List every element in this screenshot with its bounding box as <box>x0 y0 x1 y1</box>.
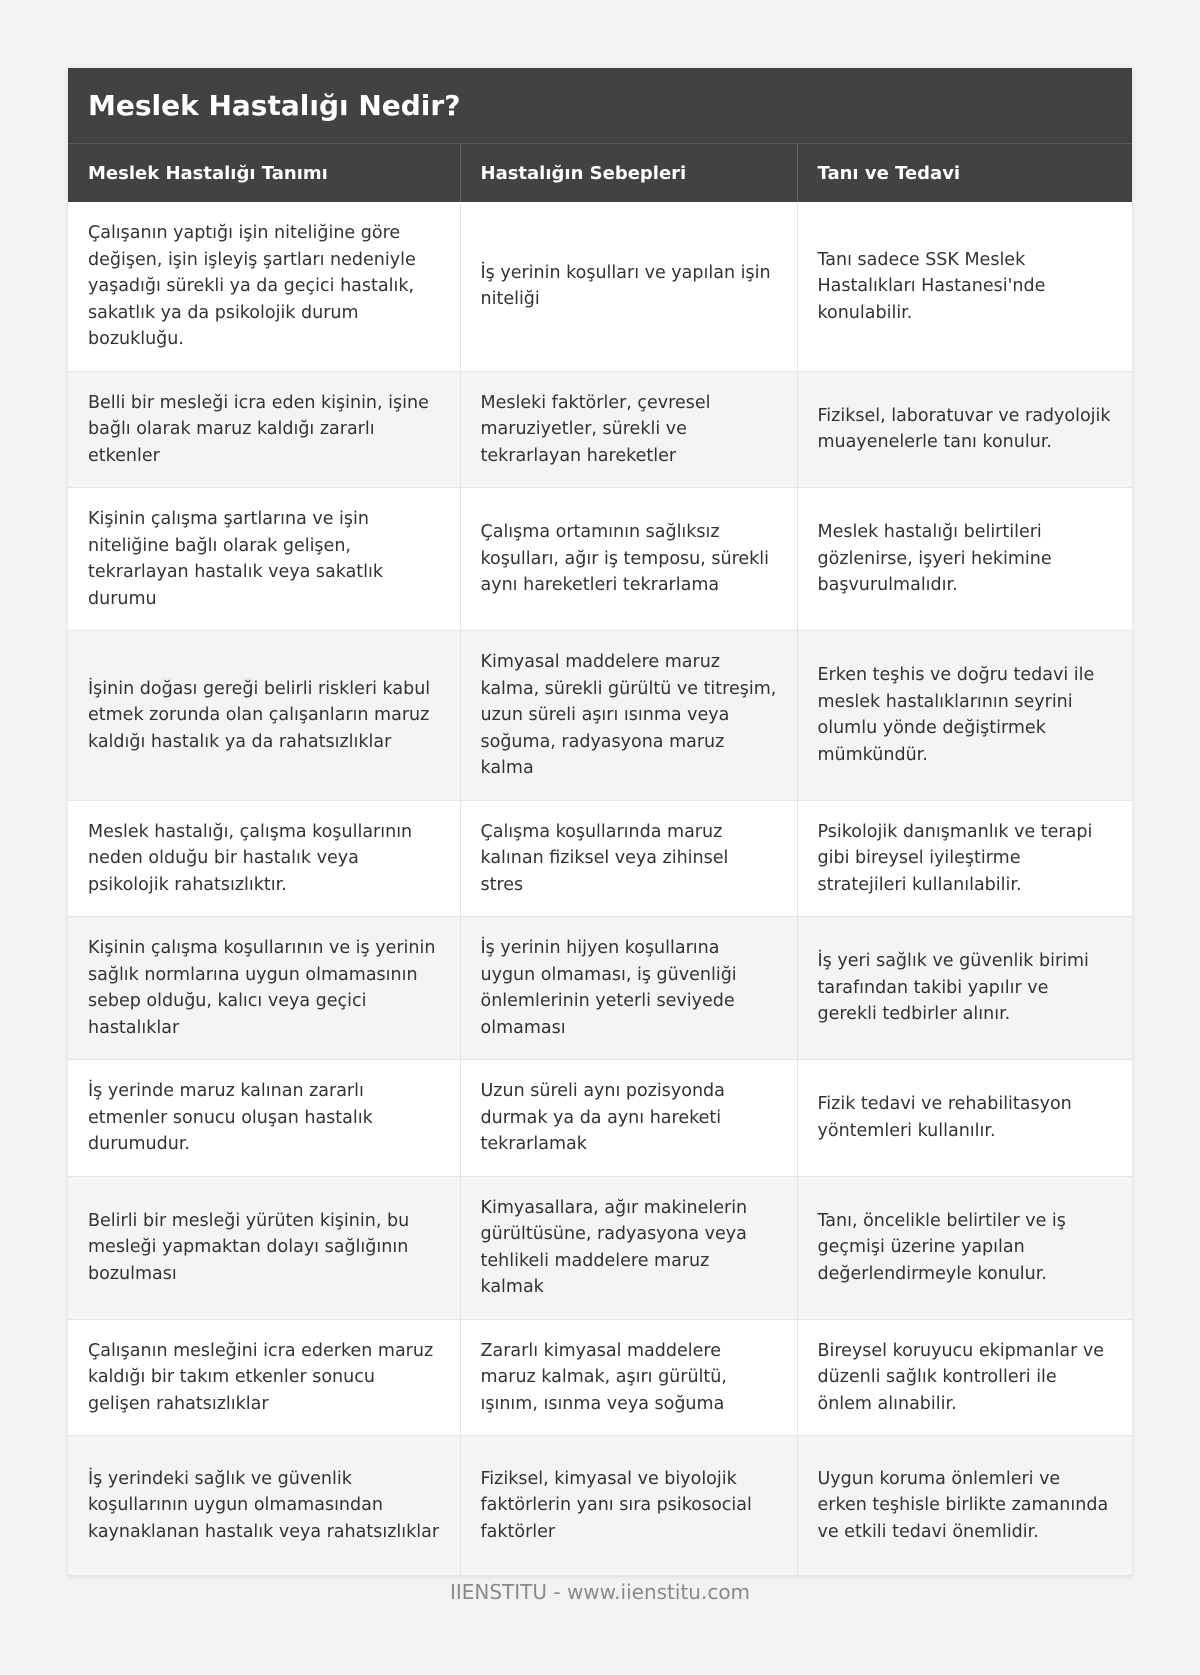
title-bar <box>68 68 1132 144</box>
cell-definition: Belli bir mesleği icra eden kişinin, işine bağlı olarak maruz kaldığı zararlı etkenler <box>68 371 460 488</box>
header-row <box>68 144 1132 202</box>
cell-definition: İşinin doğası gereği belirli riskleri kabul etmek zorunda olan çalışanların maruz kaldığı hastalık ya da rahatsızlıklar <box>68 631 460 801</box>
table-card <box>68 68 1132 1576</box>
cell-causes: Fiziksel, kimyasal ve biyolojik faktörlerin yanı sıra psikosocial faktörler <box>460 1436 797 1576</box>
column-header-causes: Hastalığın Sebepleri <box>460 144 797 202</box>
table-row <box>68 800 1132 917</box>
cell-diagnosis: Fizik tedavi ve rehabilitasyon yöntemleri kullanılır. <box>797 1060 1132 1177</box>
cell-causes: Kimyasallara, ağır makinelerin gürültüsüne, radyasyona veya tehlikeli maddelere maruz kalmak <box>460 1176 797 1319</box>
table-row <box>68 1436 1132 1576</box>
table-row <box>68 202 1132 371</box>
cell-definition: İş yerindeki sağlık ve güvenlik koşullarının uygun olmamasından kaynaklanan hastalık veya rahatsızlıklar <box>68 1436 460 1576</box>
table-row <box>68 917 1132 1060</box>
cell-definition: İş yerinde maruz kalınan zararlı etmenler sonucu oluşan hastalık durumudur. <box>68 1060 460 1177</box>
table-row <box>68 371 1132 488</box>
cell-diagnosis: Fiziksel, laboratuvar ve radyolojik muayenelerle tanı konulur. <box>797 371 1132 488</box>
data-table <box>68 144 1132 1576</box>
cell-definition: Belirli bir mesleği yürüten kişinin, bu mesleği yapmaktan dolayı sağlığının bozulması <box>68 1176 460 1319</box>
table-row <box>68 1319 1132 1436</box>
table-row <box>68 488 1132 631</box>
cell-diagnosis: Uygun koruma önlemleri ve erken teşhisle birlikte zamanında ve etkili tedavi önemlidir. <box>797 1436 1132 1576</box>
cell-causes: Çalışma koşullarında maruz kalınan fiziksel veya zihinsel stres <box>460 800 797 917</box>
cell-diagnosis: Tanı sadece SSK Meslek Hastalıkları Hastanesi'nde konulabilir. <box>797 202 1132 371</box>
cell-definition: Kişinin çalışma şartlarına ve işin niteliğine bağlı olarak gelişen, tekrarlayan hastalık veya sakatlık durumu <box>68 488 460 631</box>
page-title: Meslek Hastalığı Nedir? <box>88 89 461 122</box>
cell-definition: Kişinin çalışma koşullarının ve iş yerinin sağlık normlarına uygun olmamasının sebep olduğu, kalıcı veya geçici hastalıklar <box>68 917 460 1060</box>
column-header-definition: Meslek Hastalığı Tanımı <box>68 144 460 202</box>
column-header-diagnosis: Tanı ve Tedavi <box>797 144 1132 202</box>
cell-diagnosis: İş yeri sağlık ve güvenlik birimi tarafından takibi yapılır ve gerekli tedbirler alınır. <box>797 917 1132 1060</box>
table-row <box>68 631 1132 801</box>
cell-diagnosis: Erken teşhis ve doğru tedavi ile meslek hastalıklarının seyrini olumlu yönde değiştirmek mümkündür. <box>797 631 1132 801</box>
cell-causes: Mesleki faktörler, çevresel maruziyetler, sürekli ve tekrarlayan hareketler <box>460 371 797 488</box>
table-row <box>68 1176 1132 1319</box>
cell-diagnosis: Meslek hastalığı belirtileri gözlenirse, işyeri hekimine başvurulmalıdır. <box>797 488 1132 631</box>
cell-causes: İş yerinin koşulları ve yapılan işin niteliği <box>460 202 797 371</box>
cell-definition: Çalışanın yaptığı işin niteliğine göre değişen, işin işleyiş şartları nedeniyle yaşadığı sürekli ya da geçici hastalık, sakatlık ya da psikolojik durum bozukluğu. <box>68 202 460 371</box>
cell-diagnosis: Tanı, öncelikle belirtiler ve iş geçmişi üzerine yapılan değerlendirmeyle konulur. <box>797 1176 1132 1319</box>
footer-credit: IIENSTITU - www.iienstitu.com <box>449 1580 751 1604</box>
cell-causes: Zararlı kimyasal maddelere maruz kalmak, aşırı gürültü, ışınım, ısınma veya soğuma <box>460 1319 797 1436</box>
cell-definition: Meslek hastalığı, çalışma koşullarının neden olduğu bir hastalık veya psikolojik rahatsızlıktır. <box>68 800 460 917</box>
cell-causes: Kimyasal maddelere maruz kalma, sürekli gürültü ve titreşim, uzun süreli aşırı ısınma veya soğuma, radyasyona maruz kalma <box>460 631 797 801</box>
cell-diagnosis: Bireysel koruyucu ekipmanlar ve düzenli sağlık kontrolleri ile önlem alınabilir. <box>797 1319 1132 1436</box>
cell-causes: Uzun süreli aynı pozisyonda durmak ya da aynı hareketi tekrarlamak <box>460 1060 797 1177</box>
cell-definition: Çalışanın mesleğini icra ederken maruz kaldığı bir takım etkenler sonucu gelişen rahatsızlıklar <box>68 1319 460 1436</box>
cell-diagnosis: Psikolojik danışmanlık ve terapi gibi bireysel iyileştirme stratejileri kullanılabilir. <box>797 800 1132 917</box>
cell-causes: Çalışma ortamının sağlıksız koşulları, ağır iş temposu, sürekli aynı hareketleri tekrarlama <box>460 488 797 631</box>
cell-causes: İş yerinin hijyen koşullarına uygun olmaması, iş güvenliği önlemlerinin yeterli seviyede olmaması <box>460 917 797 1060</box>
table-row <box>68 1060 1132 1177</box>
